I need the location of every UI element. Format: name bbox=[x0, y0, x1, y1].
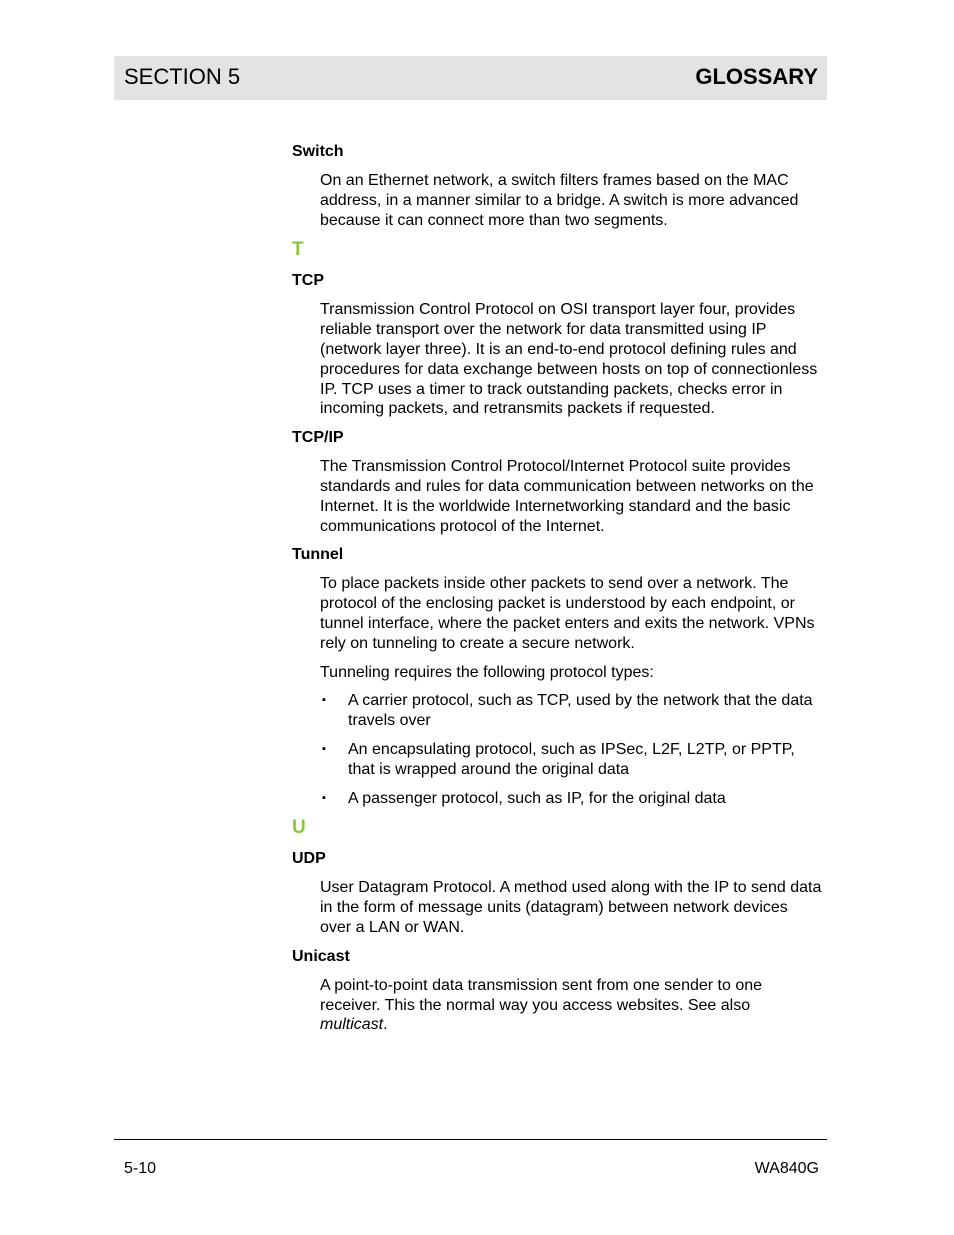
see-also-multicast: multicast bbox=[320, 1016, 384, 1034]
definition-tcpip: The Transmission Control Protocol/Internet Protocol suite provides standards and rules for data communication between networks on the Internet. It is the worldwide Internetworking standard and the basic communications protocol of the Internet. bbox=[320, 458, 814, 535]
bullet-icon: ▪ bbox=[322, 742, 326, 755]
definition-switch: On an Ethernet network, a switch filters frames based on the MAC address, in a manner similar to a bridge. A switch is more advanced because it can connect more than two segments. bbox=[320, 172, 799, 229]
definition-tunnel: To place packets inside other packets to send over a network. The protocol of the enclosing packet is understood by each endpoint, or tunnel interface, where the packet enters and exits the network. VPNs rely on tunneling to create a secure network. bbox=[320, 575, 815, 652]
bullet-icon: ▪ bbox=[322, 791, 326, 804]
list-item-text: A passenger protocol, such as IP, for the original data bbox=[348, 789, 726, 807]
page-number: 5-10 bbox=[124, 1160, 157, 1177]
definition-unicast bbox=[320, 976, 822, 1035]
list-item bbox=[320, 740, 822, 780]
section-label: SECTION 5 bbox=[124, 64, 241, 89]
term-tcpip: TCP/IP bbox=[292, 429, 344, 447]
definition-unicast-text: A point-to-point data transmission sent from one sender to one receiver. This the normal way you access websites. See also bbox=[320, 976, 763, 1014]
term-switch: Switch bbox=[292, 143, 344, 160]
bullet-icon: ▪ bbox=[322, 694, 326, 707]
letter-heading-u: U bbox=[292, 817, 306, 839]
list-item bbox=[320, 691, 822, 731]
definition-unicast-end: . bbox=[383, 1016, 388, 1034]
definition-udp: User Datagram Protocol. A method used along with the IP to send data in the form of message units (datagram) between network devices over a LAN or WAN. bbox=[320, 879, 822, 936]
list-item bbox=[320, 789, 822, 809]
list-item-text: A carrier protocol, such as TCP, used by the network that the data travels over bbox=[348, 692, 813, 730]
tunnel-intro: Tunneling requires the following protocol types: bbox=[320, 663, 654, 681]
product-model: WA840G bbox=[754, 1160, 819, 1177]
term-unicast: Unicast bbox=[292, 947, 350, 965]
term-udp: UDP bbox=[292, 850, 326, 868]
glossary-content bbox=[292, 142, 822, 1044]
tunnel-protocol-list bbox=[320, 691, 822, 808]
section-header bbox=[114, 56, 827, 100]
list-item-text: An encapsulating protocol, such as IPSec, L2F, L2TP, or PPTP, that is wrapped around the original data bbox=[348, 740, 795, 778]
term-tcp: TCP bbox=[292, 272, 324, 290]
footer-divider bbox=[114, 1139, 827, 1140]
definition-tcp: Transmission Control Protocol on OSI transport layer four, provides reliable transport over the network for data transmitted using IP (network layer three). It is an end-to-end protocol defining rules and procedures for data exchange between hosts on top of connectionless IP. TCP uses a timer to track outstanding packets, checks error in incoming packets, and retransmits packets if requested. bbox=[320, 301, 818, 418]
letter-heading-t: T bbox=[292, 239, 304, 261]
term-tunnel: Tunnel bbox=[292, 546, 344, 564]
section-title: GLOSSARY bbox=[695, 64, 818, 89]
